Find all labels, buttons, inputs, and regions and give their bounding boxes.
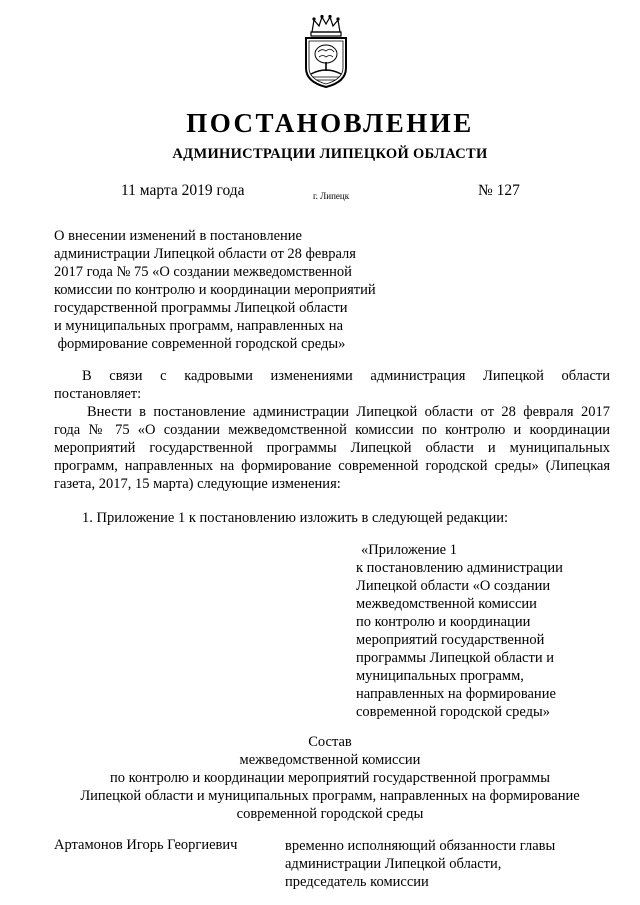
composition-line: по контролю и координации мероприятий государственной программы <box>110 770 550 786</box>
document-title: ПОСТАНОВЛЕНИЕ <box>186 108 474 138</box>
appendix-header <box>356 541 563 721</box>
member-role-line: временно исполняющий обязанности главы <box>285 838 556 854</box>
document-issuer: АДМИНИСТРАЦИИ ЛИПЕЦКОЙ ОБЛАСТИ <box>172 146 488 162</box>
subject-line: формирование современной городской среды» <box>54 336 346 352</box>
preamble-line: В связи с кадровыми изменениями администрация Липецкой области <box>82 368 610 384</box>
member-role <box>285 837 555 891</box>
appendix-line: к постановлению администрации <box>356 560 563 576</box>
appendix-line: «Приложение 1 <box>361 542 457 558</box>
subject-line: и муниципальных программ, направленных на <box>54 318 344 334</box>
appendix-line: программы Липецкой области и <box>356 650 554 666</box>
subject-line: государственной программы Липецкой области <box>54 300 348 316</box>
appendix-line: муниципальных программ, <box>356 668 524 684</box>
document-city: г. Липецк <box>313 191 350 201</box>
appendix-line: межведомственной комиссии <box>356 596 537 612</box>
member-role-line: администрации Липецкой области, <box>285 856 502 872</box>
decree-paragraph <box>54 403 610 493</box>
document-date: 11 марта 2019 года <box>121 182 245 199</box>
member-name: Артамонов Игорь Георгиевич <box>54 837 238 853</box>
decree-line: Внести в постановление администрации Липецкой области от 28 февраля 2017 <box>87 404 610 420</box>
subject-line: О внесении изменений в постановление <box>54 228 302 244</box>
composition-line: современной городской среды <box>236 806 424 822</box>
document-subject <box>54 227 394 353</box>
decree-line: газета, 2017, 15 марта) следующие изменения: <box>54 476 341 492</box>
decree-line: мероприятий государственной программы Липецкой области и муниципальных <box>54 440 610 456</box>
preamble-paragraph <box>54 367 610 403</box>
appendix-line: направленных на формирование <box>356 686 556 702</box>
subject-line: комиссии по контролю и координации мероприятий <box>54 282 376 298</box>
preamble-line: постановляет: <box>54 386 142 402</box>
document-number: № 127 <box>478 182 520 199</box>
decree-line: года № 75 «О создании межведомственной комиссии по контролю и координации <box>54 422 610 438</box>
composition-line: Состав <box>308 734 352 750</box>
amendment-item-1: 1. Приложение 1 к постановлению изложить в следующей редакции: <box>82 510 509 526</box>
subject-line: 2017 года № 75 «О создании межведомственной <box>54 264 352 280</box>
decree-line: программ, направленных на формирование современной городской среды» (Липецкая <box>54 458 610 474</box>
appendix-line: по контролю и координации <box>356 614 531 630</box>
appendix-line: Липецкой области «О создании <box>356 578 551 594</box>
appendix-line: мероприятий государственной <box>356 632 545 648</box>
member-role-line: председатель комиссии <box>285 874 429 890</box>
composition-line: Липецкой области и муниципальных программ, направленных на формирование <box>80 788 580 804</box>
subject-line: администрации Липецкой области от 28 февраля <box>54 246 356 262</box>
composition-line: межведомственной комиссии <box>239 752 421 768</box>
coat-of-arms-icon <box>300 14 352 88</box>
appendix-line: современной городской среды» <box>356 704 550 720</box>
commission-composition-heading <box>0 733 640 823</box>
